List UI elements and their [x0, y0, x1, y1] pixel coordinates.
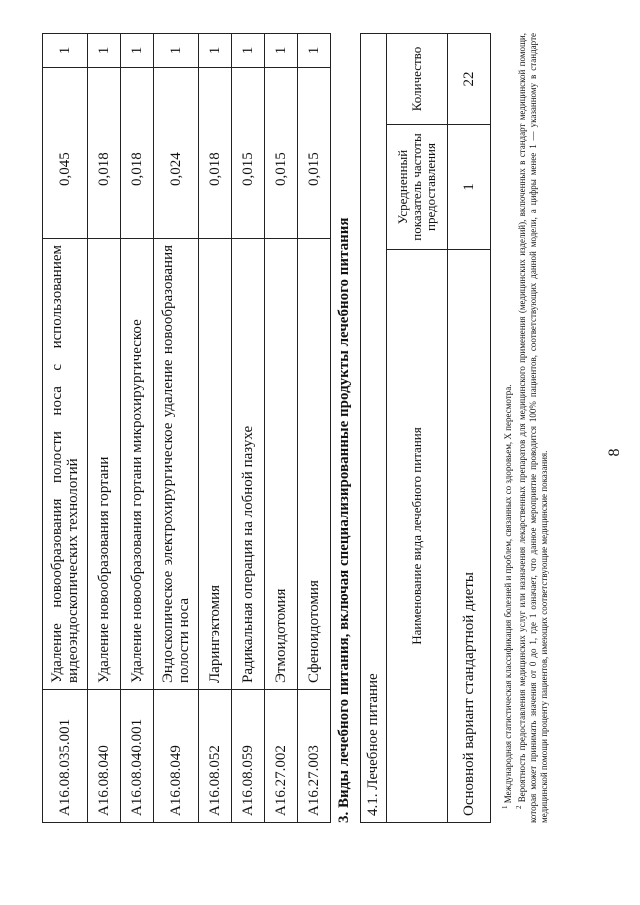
table-header-row [387, 34, 448, 823]
service-code: A16.08.059 [232, 690, 265, 823]
service-name: Эндоскопическое электрохирургическое удаление новообразования полости носа [154, 239, 199, 690]
service-frequency: 0,024 [154, 68, 199, 239]
table-row [298, 34, 331, 823]
service-quantity: 1 [298, 34, 331, 68]
footnote-mark: 1 [501, 805, 509, 809]
service-code: A16.08.049 [154, 690, 199, 823]
column-header-quantity: Количество [387, 34, 448, 125]
service-frequency: 0,015 [265, 68, 298, 239]
service-code: A16.08.035.001 [43, 690, 88, 823]
service-quantity: 1 [121, 34, 154, 68]
nutrition-quantity: 22 [448, 34, 491, 125]
service-frequency: 0,018 [88, 68, 121, 239]
service-quantity: 1 [43, 34, 88, 68]
footnote-text: Вероятность предоставления медицинских услуг или назначения лекарственных препаратов для медицинского применения (медицинских изделий), включенных в стандарт медицинской помощи, которая может принимать значения от 0 до 1, где 1 означает, что данное мероприятие проводится 100% пациентов, соответствующих данной модели, а цифры менее 1 — указанному в стандарте медицинской помощи проценту пациентов, имеющих соответствующие медицинские показания. [517, 33, 549, 823]
nutrition-table [360, 33, 491, 823]
table-row [448, 34, 491, 823]
table-row [232, 34, 265, 823]
service-code: A16.27.003 [298, 690, 331, 823]
subsection-title: 4.1. Лечебное питание [361, 34, 387, 823]
service-quantity: 1 [88, 34, 121, 68]
service-code: A16.08.052 [199, 690, 232, 823]
column-header-frequency: Усредненный показатель частоты предоставления [387, 125, 448, 250]
service-frequency: 0,015 [232, 68, 265, 239]
service-name: Удаление новообразования полости носа с использованием видеоэндоскопических технологий [43, 239, 88, 690]
service-name: Удаление новообразования гортани микрохирургическое [121, 239, 154, 690]
service-quantity: 1 [154, 34, 199, 68]
service-name: Удаление новообразования гортани [88, 239, 121, 690]
service-name: Радикальная операция на лобной пазухе [232, 239, 265, 690]
service-code: A16.08.040.001 [121, 690, 154, 823]
table-row [88, 34, 121, 823]
service-quantity: 1 [232, 34, 265, 68]
service-frequency: 0,015 [298, 68, 331, 239]
service-code: A16.27.002 [265, 690, 298, 823]
service-frequency: 0,045 [43, 68, 88, 239]
nutrition-frequency: 1 [448, 125, 491, 250]
service-name: Сфеноидотомия [298, 239, 331, 690]
column-header-name: Наименование вида лечебного питания [387, 250, 448, 823]
footnote [514, 33, 550, 823]
service-frequency: 0,018 [199, 68, 232, 239]
table-row [154, 34, 199, 823]
service-quantity: 1 [199, 34, 232, 68]
services-table [42, 33, 331, 823]
section-heading: 3. Виды лечебного питания, включая специализированные продукты лечебного питания [336, 217, 352, 823]
footnote-text: Международная статистическая классификация болезней и проблем, связанных со здоровьем, X пересмотра. [503, 384, 513, 804]
table-row [121, 34, 154, 823]
service-code: A16.08.040 [88, 690, 121, 823]
page-number: 8 [606, 448, 623, 457]
footnotes [500, 33, 550, 823]
table-row [265, 34, 298, 823]
service-name: Этмоидотомия [265, 239, 298, 690]
table-subheader-row [361, 34, 387, 823]
nutrition-name: Основной вариант стандартной диеты [448, 250, 491, 823]
footnote [500, 33, 514, 823]
service-frequency: 0,018 [121, 68, 154, 239]
service-name: Ларингэктомия [199, 239, 232, 690]
table-row [199, 34, 232, 823]
footnote-mark: 2 [515, 805, 523, 809]
service-quantity: 1 [265, 34, 298, 68]
table-row [43, 34, 88, 823]
